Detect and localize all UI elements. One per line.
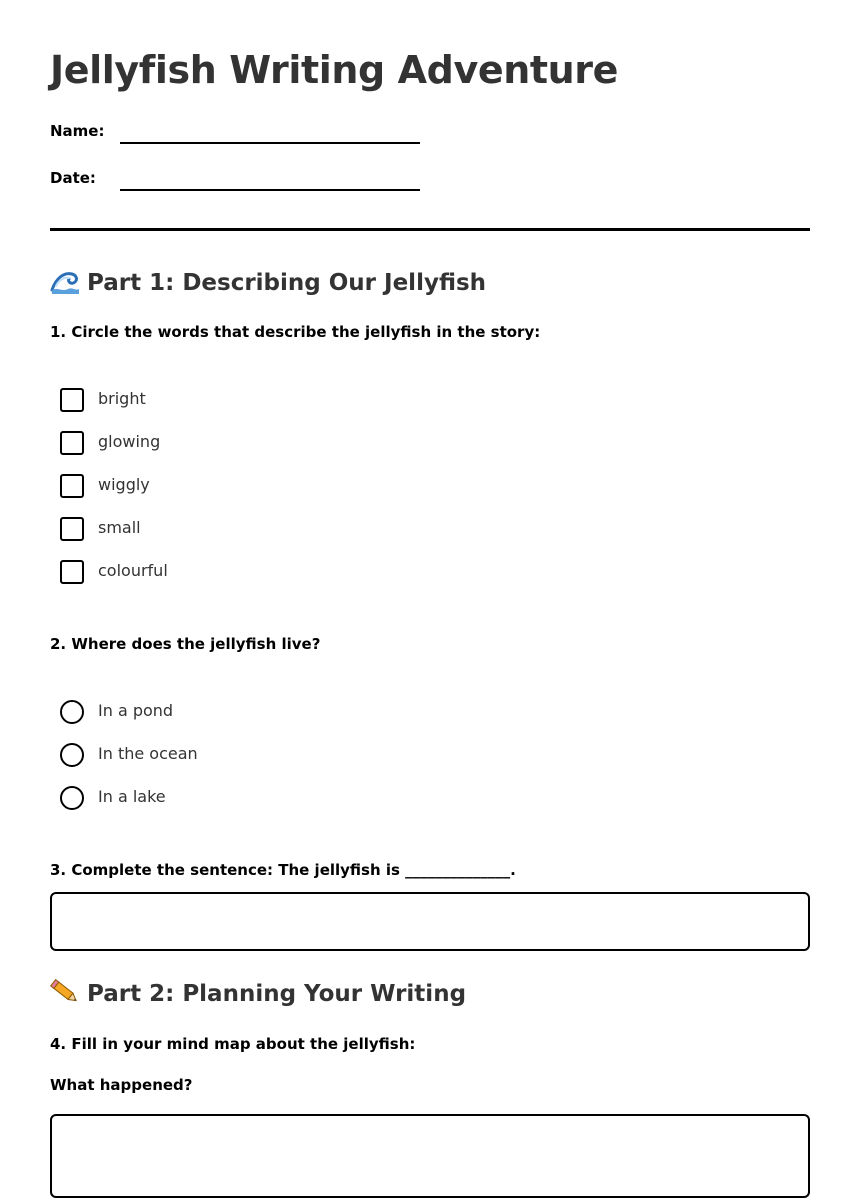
radio-button[interactable] [60,786,84,810]
mind-map-prompt-what-happened: What happened? [50,1076,193,1094]
question-4: 4. Fill in your mind map about the jellyfish: [50,1035,416,1053]
header-divider [50,228,810,231]
checkbox-option-small[interactable] [60,517,360,543]
question-3: 3. Complete the sentence: The jellyfish is ______________. [50,861,516,879]
name-field[interactable] [120,142,420,144]
option-label: colourful [98,561,168,580]
checkbox[interactable] [60,474,84,498]
option-label: In a lake [98,787,166,806]
part1-heading-text: Part 1: Describing Our Jellyfish [87,270,487,296]
radio-button[interactable] [60,743,84,767]
option-label: glowing [98,432,161,451]
checkbox[interactable] [60,431,84,455]
name-field-row [50,122,450,146]
page-title: Jellyfish Writing Adventure [50,48,619,92]
sentence-answer-box[interactable] [50,892,810,951]
radio-button[interactable] [60,700,84,724]
option-label: In a pond [98,701,174,720]
checkbox[interactable] [60,388,84,412]
option-label: bright [98,389,146,408]
radio-option-pond[interactable] [60,700,360,726]
radio-option-lake[interactable] [60,786,360,812]
part2-heading [50,979,466,1007]
ocean-wave-icon [50,268,80,294]
date-field[interactable] [120,189,420,191]
question-2: 2. Where does the jellyfish live? [50,635,321,653]
part1-heading [50,268,486,296]
checkbox-option-wiggly[interactable] [60,474,360,500]
checkbox[interactable] [60,517,84,541]
date-label: Date: [50,169,96,187]
checkbox-option-bright[interactable] [60,388,360,414]
option-label: In the ocean [98,744,198,763]
what-happened-answer-box[interactable] [50,1114,810,1198]
checkbox-option-glowing[interactable] [60,431,360,457]
checkbox-option-colourful[interactable] [60,560,360,586]
checkbox[interactable] [60,560,84,584]
radio-option-ocean[interactable] [60,743,360,769]
option-label: wiggly [98,475,150,494]
option-label: small [98,518,141,537]
pencil-icon [50,979,80,1005]
question-1: 1. Circle the words that describe the jellyfish in the story: [50,323,541,341]
part2-heading-text: Part 2: Planning Your Writing [87,981,467,1007]
date-field-row [50,169,450,193]
name-label: Name: [50,122,105,140]
